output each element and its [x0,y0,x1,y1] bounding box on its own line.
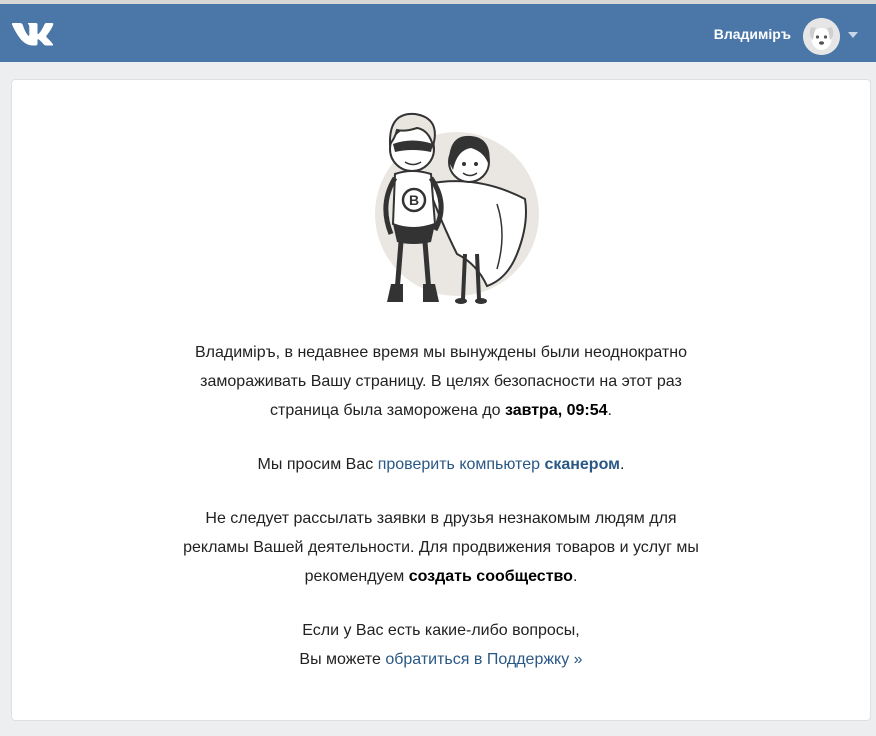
freeze-text-suffix: . [607,402,612,419]
support-paragraph [12,616,870,674]
freeze-paragraph [12,338,870,425]
community-text-line [12,562,870,591]
superhero-couple-illustration [357,104,542,314]
dog-avatar-icon[interactable] [803,18,840,55]
freeze-text-line: Владиміръ, в недавнее время мы вынуждены были неоднократно [195,344,687,361]
check-computer-link-text[interactable]: проверить компьютер [377,456,545,473]
vk-logo-icon[interactable] [10,18,56,48]
contact-support-link[interactable]: обратиться в Поддержку » [385,651,583,668]
scan-text-line [12,450,870,479]
community-text-prefix: рекомендуем [304,568,409,585]
support-text-line: Если у Вас есть какие-либо вопросы, [302,622,580,639]
unfreeze-time: завтра, 09:54 [504,402,608,419]
badge-letter: B [408,192,420,208]
create-community-text: создать сообщество [408,568,573,585]
freeze-text-prefix: страница была заморожена до [269,402,505,419]
scanner-link-text[interactable]: сканером [544,456,620,473]
community-text-line: рекламы Вашей деятельности. Для продвижения товаров и услуг мы [183,539,699,556]
community-text-suffix: . [572,568,578,585]
caret-down-icon[interactable] [848,32,858,38]
freeze-notice-card [11,79,871,721]
support-text-prefix: Вы можете [299,651,386,668]
top-bar [0,0,876,62]
user-name[interactable]: Владиміръ [713,26,791,42]
scan-text-prefix: Мы просим Вас [257,456,378,473]
scan-paragraph [12,450,870,479]
freeze-message [12,338,870,699]
check-computer-link[interactable] [378,456,620,473]
scan-text-suffix: . [619,456,625,473]
freeze-text-line [12,396,870,425]
community-paragraph [12,504,870,591]
freeze-text-line: замораживать Вашу страницу. В целях безопасности на этот раз [200,373,682,390]
support-text-line [12,645,870,674]
community-text-line: Не следует рассылать заявки в друзья незнакомым людям для [205,510,677,527]
